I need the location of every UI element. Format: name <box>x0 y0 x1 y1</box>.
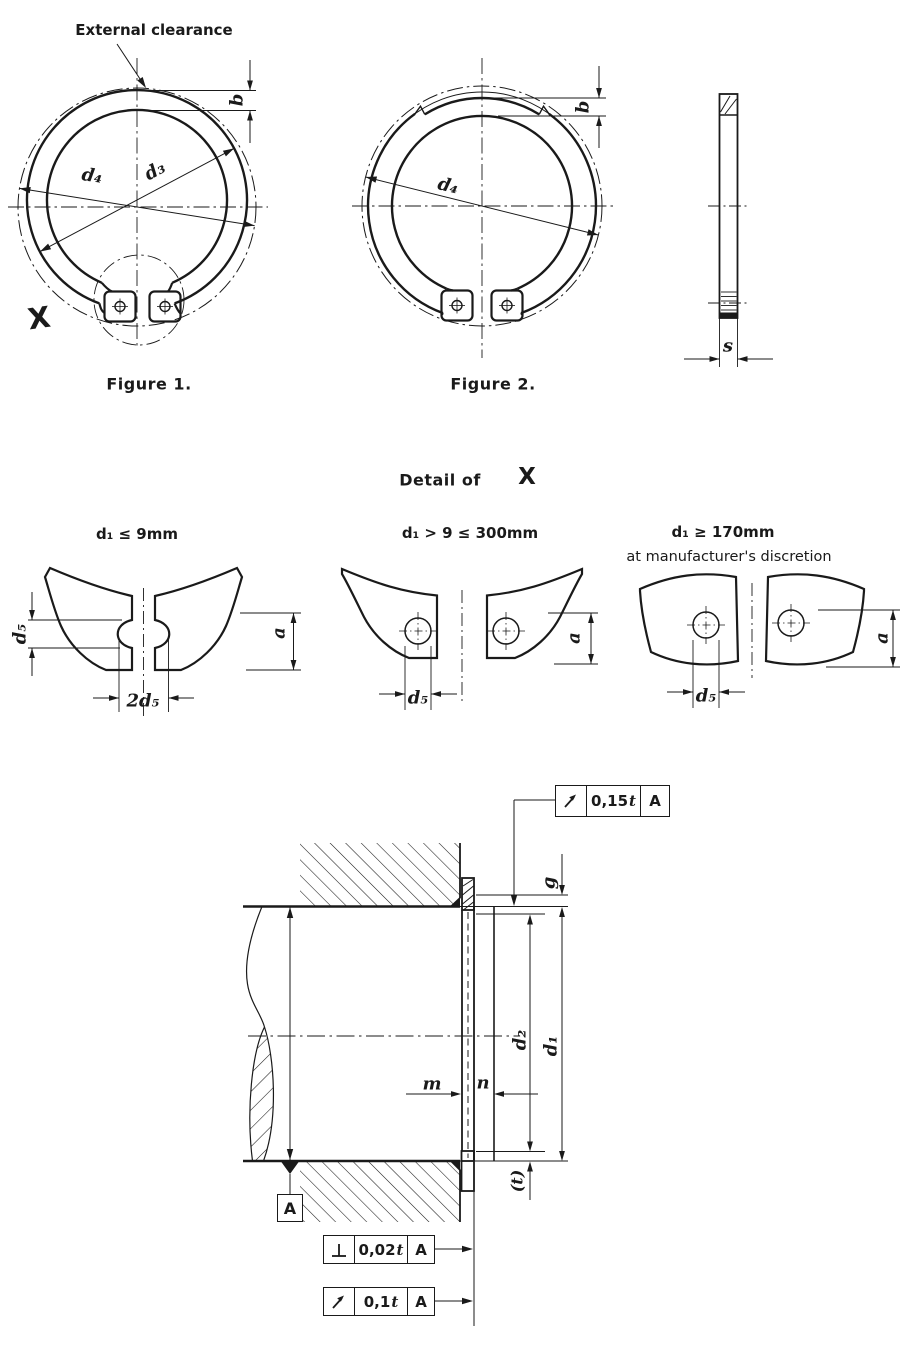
tolerance-text: 0,02 <box>358 1240 396 1259</box>
install-d1-label: d₁ <box>540 1035 562 1057</box>
fig1-d4-label: d₄ <box>80 164 104 188</box>
tolerance-text: 0,1 <box>363 1292 391 1311</box>
install-d2-label: d₂ <box>509 1029 531 1051</box>
housing-section-top <box>300 843 460 907</box>
lug-end-left <box>640 574 738 664</box>
variant2-condition: d₁ > 9 ≤ 300mm <box>401 524 539 542</box>
figure2-caption: Figure 2. <box>450 374 536 394</box>
detail-title: Detail of <box>399 470 481 490</box>
figure1-caption: Figure 1. <box>106 374 192 394</box>
variant3-a-label: a <box>871 632 893 644</box>
install-m-label: m <box>422 1073 442 1095</box>
perpendicularity-icon <box>324 1236 354 1263</box>
break-line <box>247 907 265 1028</box>
detail-circle <box>94 255 184 345</box>
variant1-condition: d₁ ≤ 9mm <box>95 525 179 543</box>
tolerance-suffix: t <box>391 1292 399 1311</box>
fcf-datum-ref: A <box>407 1236 434 1263</box>
fcf-tolerance-value <box>354 1236 407 1263</box>
install-g-label: g <box>538 876 560 890</box>
fcf-circular-runout-top <box>555 785 670 817</box>
lug-end-left <box>342 569 437 658</box>
install-t-label: (t) <box>507 1169 527 1193</box>
fig1-d3-label: d₃ <box>141 156 169 186</box>
datum-a-box <box>277 1194 303 1222</box>
external-clearance-label: External clearance <box>75 21 233 39</box>
fig2-b-label: b <box>572 100 594 114</box>
runout-icon <box>324 1288 354 1315</box>
ring-outer-left <box>368 114 443 313</box>
tolerance-text: 0,15 <box>591 792 629 810</box>
detail-x-reference: X <box>518 464 536 490</box>
fcf-tolerance-value <box>354 1288 407 1315</box>
fcf-datum-ref: A <box>640 786 669 816</box>
fcf-datum-ref: A <box>407 1288 434 1315</box>
detail-variant3 <box>640 574 900 708</box>
variant1-2d5-label: 2d₅ <box>126 690 160 712</box>
datum-triangle <box>281 1162 299 1175</box>
tolerance-suffix: t <box>396 1240 404 1259</box>
runout-icon <box>556 786 586 816</box>
fig1-detail-x-marker: X <box>25 299 53 337</box>
ring-side-view <box>684 94 773 367</box>
fcf-tolerance-value <box>586 786 640 816</box>
d3-dimension-line <box>40 148 234 251</box>
install-n-label: n <box>476 1072 490 1094</box>
lug-end-right <box>766 574 864 664</box>
detail-variant1 <box>28 568 301 716</box>
housing-section-bottom <box>300 1161 460 1222</box>
fcf-circular-runout-bottom <box>323 1287 435 1316</box>
lug-end-right <box>487 569 582 658</box>
variant3-condition: d₁ ≥ 170mm <box>671 523 775 541</box>
variant1-a-label: a <box>268 627 290 639</box>
variant3-note: at manufacturer's discretion <box>626 549 832 565</box>
tolerance-suffix: t <box>629 792 636 810</box>
ring-outer-right <box>521 114 596 313</box>
side-view-s-label: s <box>722 335 734 357</box>
variant2-d5-label: d₅ <box>407 687 429 709</box>
variant1-d5-label: d₅ <box>9 623 31 645</box>
variant3-d5-label: d₅ <box>695 685 717 707</box>
datum-a-label: A <box>283 1198 297 1218</box>
variant2-a-label: a <box>563 632 585 644</box>
fig2-d4-label: d₄ <box>435 173 461 199</box>
detail-variant2 <box>342 569 598 710</box>
fcf-perpendicularity <box>323 1235 435 1264</box>
fig1-b-label: b <box>226 93 248 107</box>
